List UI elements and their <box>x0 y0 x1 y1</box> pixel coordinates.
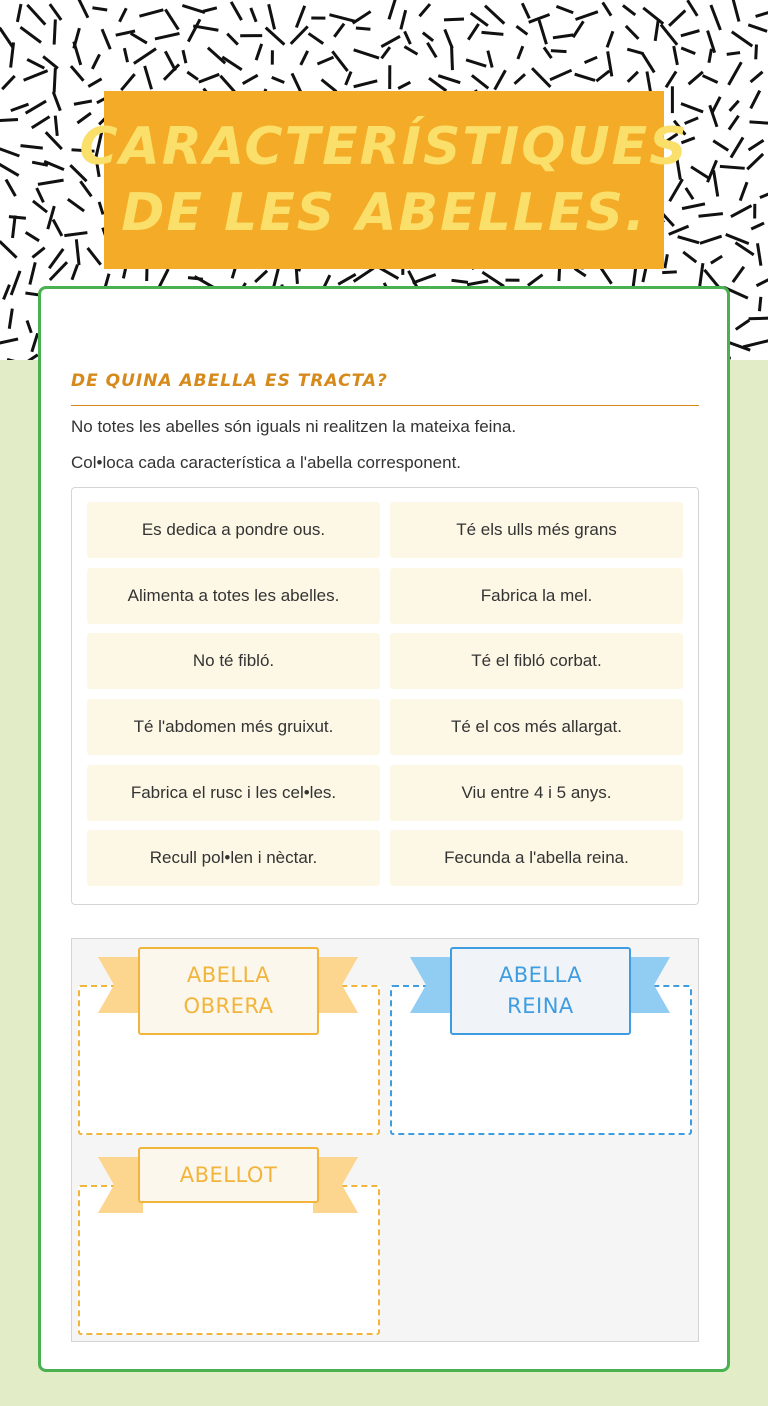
pattern-stripe <box>737 244 753 255</box>
pattern-stripe <box>232 3 241 19</box>
pattern-stripe <box>122 75 134 89</box>
pattern-stripe <box>523 5 529 17</box>
pattern-stripe <box>400 83 410 88</box>
pattern-stripe <box>692 168 709 179</box>
characteristic-chip[interactable]: Fecunda a l'abella reina. <box>390 830 683 886</box>
pattern-stripe <box>22 146 41 148</box>
pattern-stripe <box>205 8 216 11</box>
pattern-stripe <box>269 6 274 28</box>
pattern-stripe <box>516 75 524 83</box>
pattern-stripe <box>103 31 110 48</box>
pattern-stripe <box>331 15 353 21</box>
pattern-stripe <box>712 257 721 263</box>
pattern-stripe <box>495 72 504 89</box>
pattern-stripe <box>715 142 728 150</box>
pattern-stripe <box>12 105 27 110</box>
pattern-stripe <box>406 47 417 53</box>
pattern-stripe <box>51 5 61 18</box>
characteristic-chip[interactable]: Té el fibló corbat. <box>390 633 683 689</box>
pattern-stripe <box>761 192 768 197</box>
pattern-stripe <box>382 48 389 57</box>
pattern-stripe <box>728 53 738 54</box>
pattern-stripe <box>145 67 151 87</box>
pattern-stripe <box>682 104 701 111</box>
pattern-stripe <box>73 266 78 278</box>
pattern-stripe <box>468 60 485 65</box>
pattern-stripe <box>44 57 56 67</box>
pattern-stripe <box>54 70 55 91</box>
pattern-stripe <box>54 21 55 43</box>
pattern-stripe <box>165 66 178 79</box>
pattern-stripe <box>752 73 762 81</box>
pattern-stripe <box>552 51 565 52</box>
pattern-stripe <box>748 155 762 168</box>
pattern-stripe <box>674 48 677 64</box>
pattern-stripe <box>346 73 350 84</box>
pattern-stripe <box>690 73 702 83</box>
pattern-stripe <box>604 4 611 15</box>
pattern-stripe <box>452 47 453 69</box>
pattern-stripe <box>756 46 757 58</box>
pattern-stripe <box>727 235 747 243</box>
pattern-stripe <box>141 10 162 16</box>
pattern-stripe <box>381 269 397 278</box>
pattern-stripe <box>29 60 44 67</box>
pattern-stripe <box>662 26 676 44</box>
pattern-stripe <box>421 5 430 15</box>
pattern-stripe <box>760 298 761 309</box>
pattern-stripe <box>745 341 768 347</box>
pattern-stripe <box>323 81 334 90</box>
pattern-stripe <box>355 50 378 57</box>
pattern-stripe <box>355 269 373 281</box>
category-label-line: ABELLA <box>498 963 583 987</box>
pattern-stripe <box>708 32 714 51</box>
pattern-stripe <box>184 6 204 12</box>
pattern-stripe <box>224 58 241 69</box>
ribbon-left-tail <box>98 1157 143 1213</box>
pattern-stripe <box>551 71 570 79</box>
section-heading: DE QUINA ABELLA ES TRACTA? <box>71 371 699 406</box>
pattern-stripe <box>733 0 739 20</box>
pattern-stripe <box>0 148 18 156</box>
pattern-stripe <box>333 53 346 70</box>
pattern-stripe <box>700 265 703 287</box>
pattern-stripe <box>533 69 549 86</box>
category-label-line: REINA <box>507 994 574 1018</box>
pattern-stripe <box>655 21 658 39</box>
pattern-stripe <box>751 122 768 123</box>
pattern-stripe <box>34 202 46 211</box>
pattern-stripe <box>132 34 146 42</box>
pattern-stripe <box>529 276 541 285</box>
pattern-stripe <box>576 269 585 275</box>
pattern-stripe <box>183 52 185 62</box>
pattern-stripe <box>753 224 763 229</box>
pattern-stripe <box>483 33 502 35</box>
characteristic-chip[interactable]: Es dedica a pondre ous. <box>87 502 380 558</box>
pattern-stripe <box>684 253 695 261</box>
pattern-stripe <box>267 29 284 44</box>
pattern-stripe <box>445 31 451 47</box>
pattern-stripe <box>469 25 478 38</box>
pattern-stripe <box>608 33 613 46</box>
pattern-stripe <box>0 339 17 343</box>
pattern-stripe <box>28 322 31 332</box>
drop-zones-area <box>71 938 699 1342</box>
ribbon-right-tail <box>313 957 358 1013</box>
pattern-stripe <box>37 189 43 201</box>
pattern-stripe <box>428 44 435 56</box>
pattern-stripe <box>0 29 12 47</box>
pattern-stripe <box>310 34 322 43</box>
pattern-stripe <box>709 50 711 61</box>
category-label-abella-obrera <box>138 947 319 1035</box>
pattern-stripe <box>273 78 283 82</box>
pattern-stripe <box>0 164 17 175</box>
pattern-stripe <box>713 98 720 111</box>
pattern-stripe <box>734 268 743 281</box>
pattern-stripe <box>576 75 594 80</box>
pattern-stripe <box>25 356 37 360</box>
pattern-stripe <box>340 275 355 284</box>
instruction-text-2: Col•loca cada característica a l'abella corresponent. <box>71 453 462 472</box>
pattern-stripe <box>297 7 304 26</box>
pattern-stripe <box>1 242 16 256</box>
title-banner <box>79 91 689 269</box>
pattern-stripe <box>624 6 634 14</box>
pattern-stripe <box>469 281 487 284</box>
pattern-stripe <box>10 217 24 218</box>
pattern-stripe <box>667 73 676 86</box>
category-label-line: ABELLA <box>186 963 271 987</box>
characteristic-chip[interactable]: Recull pol•len i nèctar. <box>87 830 380 886</box>
pattern-stripe <box>665 256 667 267</box>
pattern-stripe <box>257 45 262 58</box>
pattern-stripe <box>72 67 83 79</box>
pattern-stripe <box>354 12 370 22</box>
pattern-stripe <box>670 12 684 25</box>
pattern-stripe <box>0 120 17 121</box>
pattern-stripe <box>189 21 199 41</box>
pattern-stripe <box>729 64 740 84</box>
pattern-stripe <box>558 7 572 12</box>
pattern-stripe <box>50 250 62 267</box>
pattern-stripe <box>424 34 432 40</box>
pattern-stripe <box>166 11 177 29</box>
pattern-stripe <box>750 141 763 149</box>
pattern-stripe <box>383 37 399 46</box>
pattern-stripe <box>32 335 37 351</box>
pattern-stripe <box>221 77 233 91</box>
pattern-stripe <box>89 249 100 263</box>
pattern-stripe <box>704 76 716 82</box>
category-label-line: ABELLOT <box>179 1162 278 1187</box>
pattern-stripe <box>28 6 44 24</box>
pattern-stripe <box>741 184 747 200</box>
pattern-stripe <box>200 75 218 82</box>
pattern-stripe <box>757 10 768 16</box>
pattern-stripe <box>577 12 597 19</box>
characteristic-chip[interactable]: Té l'abdomen més gruixut. <box>87 699 380 755</box>
pattern-stripe <box>554 35 571 38</box>
pattern-stripe <box>414 275 434 282</box>
worksheet-card <box>38 286 730 1372</box>
pattern-stripe <box>430 79 445 90</box>
pattern-stripe <box>700 214 721 216</box>
pattern-stripe <box>389 0 396 18</box>
pattern-stripe <box>732 206 750 216</box>
pattern-stripe <box>540 22 547 43</box>
pattern-stripe <box>74 43 80 64</box>
pattern-stripe <box>714 172 718 195</box>
pattern-stripe <box>732 139 743 157</box>
pattern-stripe <box>405 33 410 43</box>
pattern-stripe <box>93 56 99 68</box>
pattern-stripe <box>125 50 128 61</box>
pattern-stripe <box>244 76 256 83</box>
instruction-text-1: No totes les abelles són iguals ni realitzen la mateixa feina. <box>71 417 517 436</box>
pattern-stripe <box>135 50 155 63</box>
pattern-stripe <box>30 264 35 283</box>
pattern-stripe <box>711 6 720 28</box>
category-label-line: OBRERA <box>183 994 274 1018</box>
pattern-stripe <box>627 27 638 38</box>
pattern-stripe <box>22 28 40 41</box>
ribbon-left-tail <box>98 957 143 1013</box>
pattern-stripe <box>4 286 9 298</box>
pattern-stripe <box>629 50 642 54</box>
pattern-stripe <box>90 80 101 86</box>
pattern-stripe <box>355 81 376 86</box>
pattern-stripe <box>733 33 751 46</box>
pattern-stripe <box>195 26 217 30</box>
pattern-stripe <box>54 93 60 109</box>
category-label-abellot <box>138 1147 319 1203</box>
pattern-stripe <box>10 310 13 327</box>
pattern-stripe <box>292 28 307 43</box>
pattern-stripe <box>18 6 21 21</box>
pattern-stripe <box>701 237 720 243</box>
pattern-stripe <box>357 28 369 29</box>
pattern-stripe <box>486 7 503 23</box>
characteristic-chip[interactable]: Té els ulls més grans <box>390 502 683 558</box>
pattern-stripe <box>13 217 15 237</box>
category-label-abella-reina <box>450 947 631 1035</box>
pattern-stripe <box>401 12 405 28</box>
pattern-stripe <box>55 117 57 134</box>
pattern-stripe <box>51 263 66 279</box>
pattern-stripe <box>120 10 125 21</box>
ribbon-left-tail <box>410 957 455 1013</box>
pattern-stripe <box>166 53 175 70</box>
pattern-stripe <box>319 58 332 64</box>
pattern-stripe <box>472 14 487 25</box>
pattern-stripe <box>446 19 463 20</box>
pattern-stripe <box>750 25 766 31</box>
pattern-stripe <box>598 72 609 80</box>
pattern-stripe <box>39 180 62 184</box>
pattern-stripe <box>664 272 676 273</box>
pattern-stripe <box>751 92 759 107</box>
pattern-stripe <box>7 181 15 195</box>
pattern-stripe <box>758 245 761 264</box>
pattern-stripe <box>48 208 54 228</box>
pattern-stripe <box>484 273 503 286</box>
characteristic-chip[interactable]: Viu entre 4 i 5 anys. <box>390 765 683 821</box>
pattern-stripe <box>27 233 38 240</box>
pattern-stripe <box>730 117 738 128</box>
pattern-stripe <box>25 71 46 80</box>
pattern-stripe <box>189 73 197 79</box>
pattern-stripe <box>293 75 300 90</box>
ribbon-right-tail <box>625 957 670 1013</box>
pattern-stripe <box>27 102 45 113</box>
pattern-stripe <box>34 249 44 257</box>
pattern-stripe <box>518 27 527 33</box>
characteristic-chip[interactable]: Fabrica el rusc i les cel•les. <box>87 765 380 821</box>
characteristic-chip[interactable]: Té el cos més allargat. <box>390 699 683 755</box>
pattern-stripe <box>256 272 266 281</box>
pattern-stripe <box>473 76 487 87</box>
pattern-stripe <box>545 49 551 57</box>
pattern-stripe <box>453 281 467 283</box>
pattern-stripe <box>488 52 492 66</box>
characteristic-chip[interactable]: No té fibló. <box>87 633 380 689</box>
pattern-stripe <box>46 162 63 169</box>
pattern-stripe <box>731 102 738 110</box>
pattern-stripe <box>682 31 698 35</box>
pattern-stripe <box>688 2 696 15</box>
pattern-stripe <box>574 23 583 36</box>
pattern-stripe <box>301 52 307 63</box>
pattern-stripe <box>643 55 653 71</box>
characteristic-chip[interactable]: Alimenta a totes les abelles. <box>87 568 380 624</box>
pattern-stripe <box>721 167 743 169</box>
pattern-stripe <box>750 318 767 319</box>
pattern-stripe <box>758 280 768 286</box>
pattern-stripe <box>156 34 178 39</box>
pattern-stripe <box>3 77 14 88</box>
pattern-stripe <box>209 49 224 62</box>
pattern-stripe <box>33 117 48 127</box>
characteristics-pool <box>71 487 699 905</box>
pattern-stripe <box>629 73 637 81</box>
pattern-stripe <box>75 101 90 104</box>
pattern-stripe <box>94 8 106 10</box>
pattern-stripe <box>683 49 694 54</box>
pattern-stripe <box>79 0 87 16</box>
pattern-stripe <box>440 76 459 82</box>
ribbon-right-tail <box>313 1157 358 1213</box>
pattern-stripe <box>228 35 237 44</box>
pattern-stripe <box>737 321 748 329</box>
pattern-stripe <box>251 9 255 20</box>
pattern-stripe <box>586 58 596 62</box>
characteristic-chip[interactable]: Fabrica la mel. <box>390 568 683 624</box>
pattern-stripe <box>12 272 20 293</box>
page-title: CARACTERÍSTIQUES DE LES ABELLES. <box>79 117 689 243</box>
pattern-stripe <box>335 25 343 36</box>
pattern-stripe <box>600 267 610 283</box>
pattern-stripe <box>518 48 522 58</box>
pattern-stripe <box>54 221 61 235</box>
